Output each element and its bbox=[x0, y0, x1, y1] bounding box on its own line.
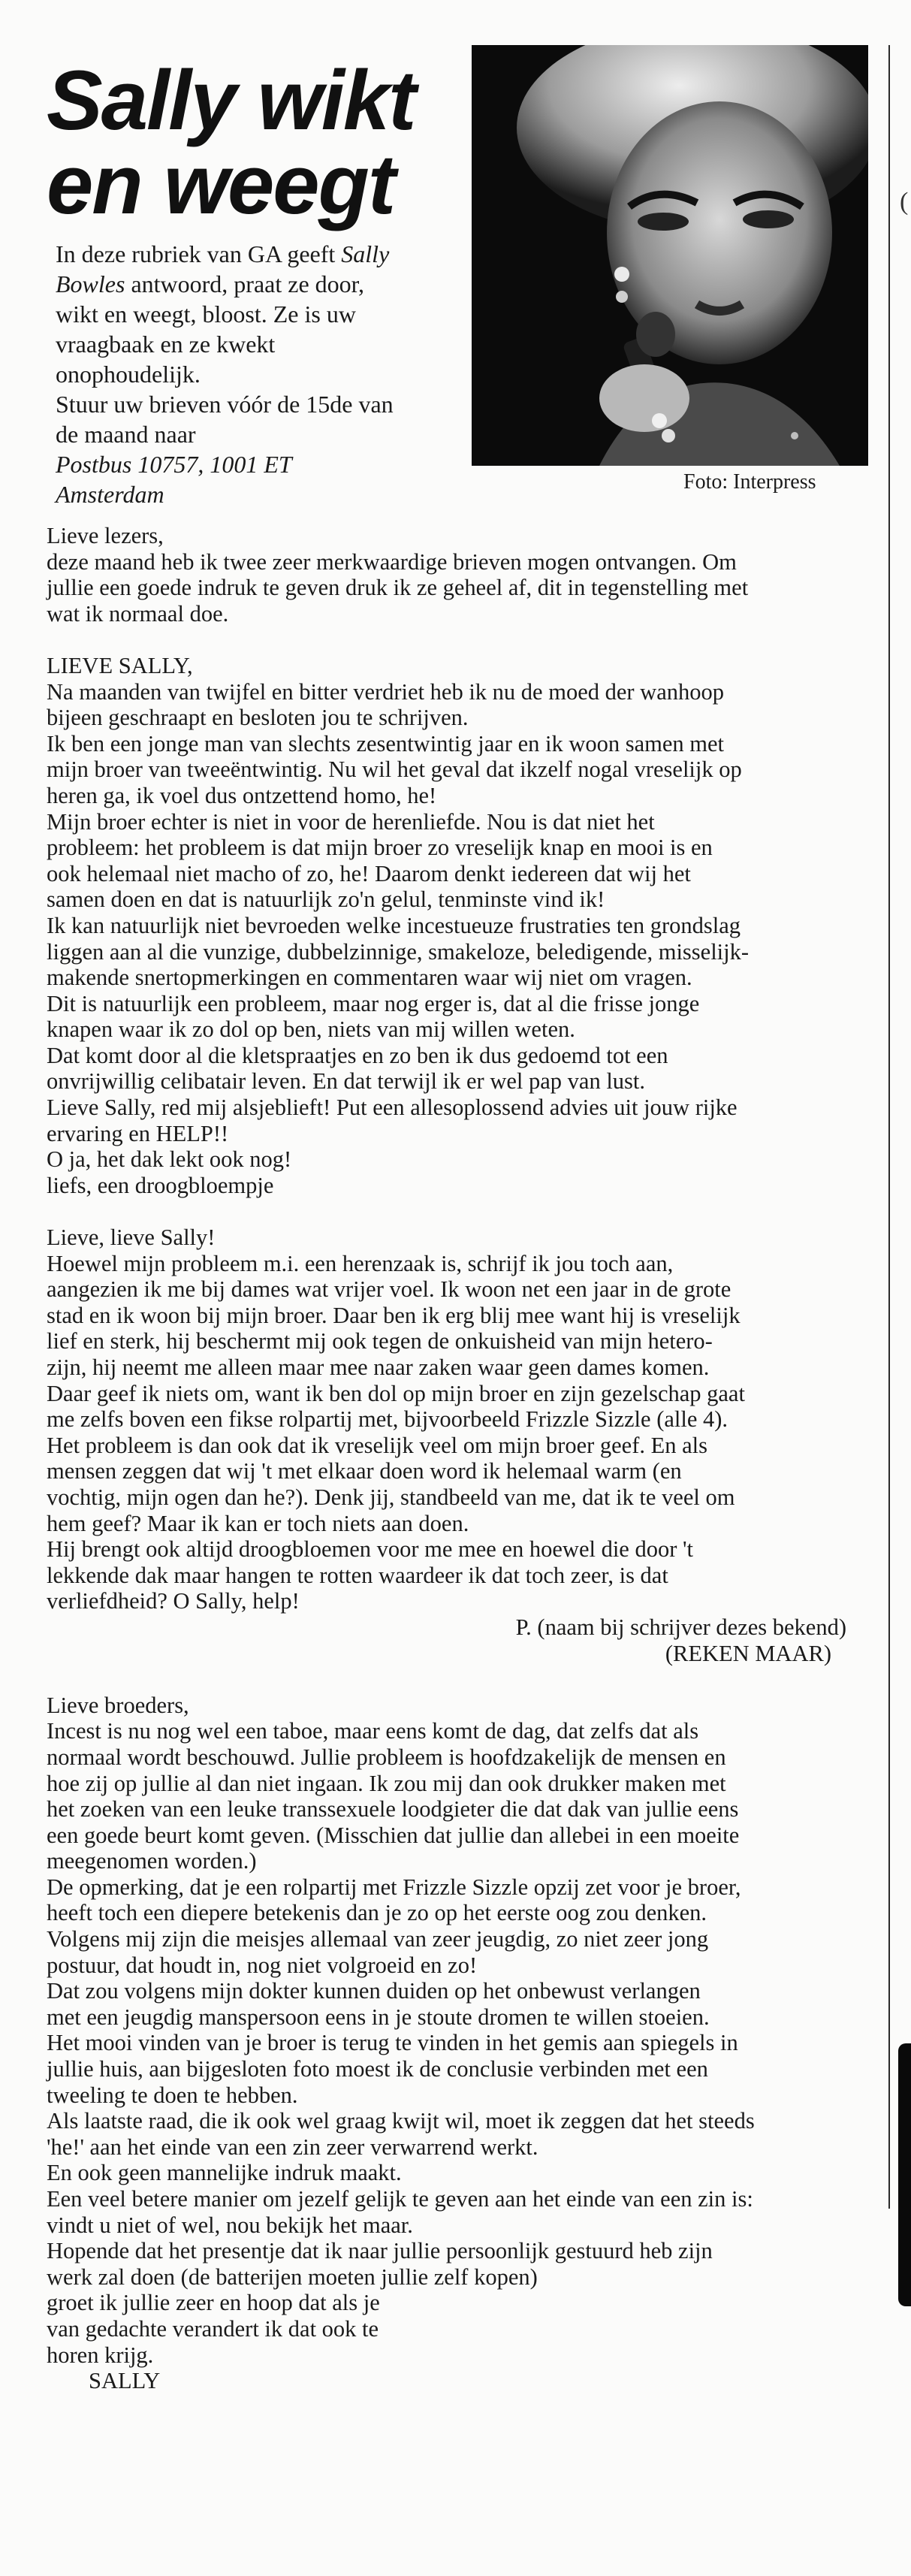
intro-line: In deze rubriek van GA geeft bbox=[56, 240, 342, 267]
text-line: hoe zij op jullie al dan niet ingaan. Ik zou mij dan ook drukker maken met bbox=[47, 1770, 726, 1796]
intro-line: vraagbaak en ze kwekt bbox=[56, 331, 276, 358]
text-line: stad en ik woon bij mijn broer. Daar ben ik erg blij mee want hij is vreselijk bbox=[47, 1302, 741, 1328]
text-line: Dat komt door al die kletspraatjes en zo ben ik dus gedoemd tot een bbox=[47, 1042, 668, 1068]
intro-line: de maand naar bbox=[56, 421, 196, 448]
text-line: Een veel betere manier om jezelf gelijk te geven aan het einde van een zin is: bbox=[47, 2186, 753, 2212]
text-line: Hij brengt ook altijd droogbloemen voor me mee en hoewel die door 't bbox=[47, 1536, 693, 1563]
adjacent-page-bar bbox=[898, 2043, 911, 2306]
text-line: Ik ben een jonge man van slechts zesentwintig jaar en ik woon samen met bbox=[47, 730, 725, 756]
text-line: Daar geef ik niets om, want ik ben dol op mijn broer en zijn gezelschap gaat bbox=[47, 1380, 745, 1406]
text-line: En ook geen mannelijke indruk maakt. bbox=[47, 2160, 402, 2186]
text-line: LIEVE SALLY, bbox=[47, 652, 193, 678]
text-line: Als laatste raad, die ik ook wel graag kwijt wil, moet ik zeggen dat het steeds bbox=[47, 2108, 755, 2134]
text-line: Lieve broeders, bbox=[47, 1692, 189, 1718]
text-line: Ik kan natuurlijk niet bevroeden welke incestueuze frustraties ten grondslag bbox=[47, 912, 741, 938]
column-title bbox=[47, 53, 467, 231]
text-line: Volgens mij zijn die meisjes allemaal van zeer jeugdig, zo niet zeer jong bbox=[47, 1926, 709, 1952]
paragraph-gap bbox=[47, 1198, 861, 1225]
text-line: normaal wordt beschouwd. Jullie probleem is hoofdzakelijk de mensen en bbox=[47, 1744, 726, 1770]
text-line: bijeen geschraapt en besloten jou te schrijven. bbox=[47, 705, 469, 731]
text-line: samen doen en dat is natuurlijk zo'n gelul, tenminste vind ik! bbox=[47, 886, 605, 913]
letter-two bbox=[47, 1225, 861, 1614]
text-line: liggen aan al die vunzige, dubbelzinnige, smakeloze, beledigende, misselijk- bbox=[47, 938, 750, 965]
text-line: postuur, dat houdt in, nog niet volgroeid en zo! bbox=[47, 1952, 478, 1978]
text-line: vochtig, mijn ogen dan he?). Denk jij, standbeeld van me, dat ik te veel om bbox=[47, 1484, 735, 1510]
text-line: hem geef? Maar ik kan er toch niets aan doen. bbox=[47, 1510, 469, 1536]
text-line: Het mooi vinden van je broer is terug te vinden in het gemis aan spiegels in bbox=[47, 2030, 738, 2056]
text-line: Lieve lezers, bbox=[47, 523, 164, 548]
text-line: aangezien ik me bij dames wat vrijer voel. Ik woon net een jaar in de grote bbox=[47, 1276, 732, 1303]
portrait-illustration bbox=[472, 45, 868, 466]
intro-line: Stuur uw brieven vóór de 15de van bbox=[56, 391, 394, 418]
paragraph-gap bbox=[47, 1666, 861, 1693]
text-line: Dat zou volgens mijn dokter kunnen duiden op het onbewust verlangen bbox=[47, 1978, 701, 2004]
paragraph-gap bbox=[47, 627, 861, 653]
column-divider bbox=[888, 45, 890, 2209]
adjacent-column-fragment: ( bbox=[900, 188, 909, 216]
text-line: jullie huis, aan bijgesloten foto moest ik de conclusie verbinden met een bbox=[47, 2056, 708, 2082]
intro-paragraph bbox=[47, 523, 861, 627]
text-line: mensen zeggen dat wij 't met elkaar doen word ik helemaal warm (en bbox=[47, 1458, 682, 1484]
text-line: 'he!' aan het einde van een zin zeer verwarrend werkt. bbox=[47, 2134, 538, 2160]
text-line: lief en sterk, hij beschermt mij ook tegen de onkuisheid van mijn hetero- bbox=[47, 1328, 713, 1354]
intro-surname: Bowles bbox=[56, 270, 125, 297]
text-line: ervaring en HELP!! bbox=[47, 1120, 229, 1146]
portrait-photo bbox=[472, 45, 868, 466]
title-line-1: Sally wikt bbox=[47, 53, 415, 147]
text-line: onvrijwillig celibatair leven. En dat terwijl ik er wel pap van lust. bbox=[47, 1068, 646, 1095]
text-line: me zelfs boven een fikse rolpartij met, bijvoorbeeld Frizzle Sizzle (alle 4). bbox=[47, 1406, 728, 1433]
letter-one bbox=[47, 653, 861, 1198]
text-line: van gedachte verandert ik dat ook te bbox=[47, 2315, 379, 2342]
text-line: De opmerking, dat je een rolpartij met Frizzle Sizzle opzij zet voor je broer, bbox=[47, 1874, 741, 1900]
text-line: Mijn broer echter is niet in voor de herenliefde. Nou is dat niet het bbox=[47, 808, 655, 835]
text-line: werk zal doen (de batterijen moeten jullie zelf kopen) bbox=[47, 2263, 538, 2290]
text-line: liefs, een droogbloempje bbox=[47, 1172, 274, 1198]
postal-city: Amsterdam bbox=[56, 481, 164, 508]
text-line: Het probleem is dan ook dat ik vreselijk veel om mijn broer geef. En als bbox=[47, 1432, 708, 1458]
text-line: ook helemaal niet macho of zo, he! Daarom denkt iedereen dat wij het bbox=[47, 860, 691, 886]
text-line: Hoewel mijn probleem m.i. een herenzaak is, schrijf ik jou toch aan, bbox=[47, 1250, 674, 1276]
text-line: O ja, het dak lekt ook nog! bbox=[47, 1146, 292, 1173]
text-line: knapen waar ik zo dol op ben, niets van mij willen weten. bbox=[47, 1016, 575, 1043]
text-line: mijn broer van tweeëntwintig. Nu wil het geval dat ikzelf nogal vreselijk op bbox=[47, 756, 742, 783]
text-line: jullie een goede indruk te geven druk ik ze geheel af, dit in tegenstelling met bbox=[47, 575, 749, 601]
text-line: makende snertopmerkingen en commentaren waar wij niet om vragen. bbox=[47, 965, 692, 991]
text-line: een goede beurt komt geven. (Misschien dat jullie dan allebei in een moeite bbox=[47, 1822, 740, 1848]
text-line: Incest is nu nog wel een taboe, maar eens komt de dag, dat zelfs dat als bbox=[47, 1718, 699, 1744]
text-line: vindt u niet of wel, nou bekijk het maar. bbox=[47, 2212, 413, 2238]
text-line: Hopende dat het presentje dat ik naar jullie persoonlijk gestuurd heb zijn bbox=[47, 2238, 713, 2264]
text-line: Lieve Sally, red mij alsjeblieft! Put een allesoplossend advies uit jouw rijke bbox=[47, 1095, 738, 1121]
text-line: lekkende dak maar hangen te rotten waardeer ik dat toch zeer, is dat bbox=[47, 1562, 668, 1588]
letter-two-signature: P. (naam bij schrijver dezes bekend) bbox=[515, 1614, 846, 1640]
text-line: heeft toch een diepere betekenis dan je zo op het eerste oog zou denken. bbox=[47, 1900, 707, 1926]
letter-two-signature-note: (REKEN MAAR) bbox=[665, 1640, 831, 1666]
letters-body bbox=[47, 523, 861, 2394]
title-line-2: en weegt bbox=[47, 137, 395, 231]
text-line: deze maand heb ik twee zeer merkwaardige brieven mogen ontvangen. Om bbox=[47, 548, 737, 575]
text-line: heren ga, ik voel dus ontzettend homo, he! bbox=[47, 782, 437, 808]
sally-reply bbox=[47, 1693, 861, 2368]
sally-signature: SALLY bbox=[89, 2368, 161, 2394]
intro-line: onophoudelijk. bbox=[56, 361, 201, 388]
text-line: meegenomen worden.) bbox=[47, 1848, 257, 1874]
text-line: Dit is natuurlijk een probleem, maar nog erger is, dat al die frisse jonge bbox=[47, 990, 700, 1016]
photo-credit: Foto: Interpress bbox=[683, 470, 816, 494]
intro-line: wikt en weegt, bloost. Ze is uw bbox=[56, 300, 356, 328]
text-line: Na maanden van twijfel en bitter verdriet heb ik nu de moed der wanhoop bbox=[47, 678, 724, 705]
intro-text bbox=[56, 239, 446, 509]
postal-address: Postbus 10757, 1001 ET bbox=[56, 451, 292, 478]
text-line: groet ik jullie zeer en hoop dat als je bbox=[47, 2290, 380, 2316]
intro-line: antwoord, praat ze door, bbox=[125, 270, 365, 297]
text-line: Lieve, lieve Sally! bbox=[47, 1225, 216, 1251]
text-line: zijn, hij neemt me alleen maar mee naar zaken waar geen dames komen. bbox=[47, 1354, 710, 1380]
text-line: horen krijg. bbox=[47, 2342, 154, 2368]
text-line: wat ik normaal doe. bbox=[47, 600, 229, 627]
text-line: tweeling te doen te hebben. bbox=[47, 2082, 298, 2108]
text-line: verliefdheid? O Sally, help! bbox=[47, 1588, 300, 1614]
text-line: probleem: het probleem is dat mijn broer zo vreselijk knap en mooi is en bbox=[47, 835, 713, 861]
text-line: het zoeken van een leuke transsexuele loodgieter die dat dak van jullie eens bbox=[47, 1796, 739, 1823]
intro-name: Sally bbox=[341, 240, 390, 267]
text-line: met een jeugdig manspersoon eens in je stoute dromen te willen stoeien. bbox=[47, 2004, 710, 2030]
